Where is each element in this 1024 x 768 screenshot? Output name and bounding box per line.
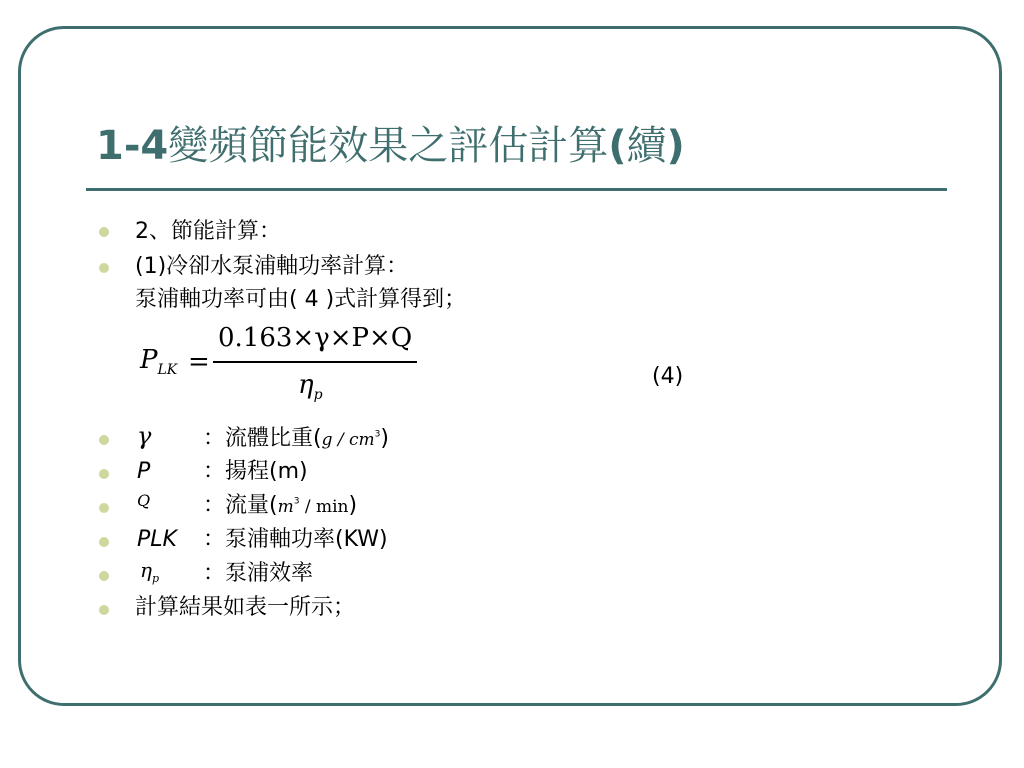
symbol-head: P	[137, 459, 151, 484]
bullet-dot	[99, 537, 109, 547]
definition-eta-p: ：泵浦效率	[203, 561, 314, 586]
title-number: 1-4	[96, 123, 169, 169]
title-underline	[86, 188, 947, 191]
bullet-dot	[99, 605, 109, 615]
title-paren-close: )	[666, 123, 685, 169]
equation-equals: =	[188, 347, 210, 377]
definition-head: ：揚程(m)	[203, 459, 308, 484]
bullet-dot	[99, 263, 109, 273]
symbol-eta-p: $\eta_p$	[140, 558, 160, 585]
bullet-dot	[99, 227, 109, 237]
fraction-bar	[213, 361, 417, 363]
symbol-plk: PLK	[137, 527, 177, 552]
slide-title	[96, 123, 685, 169]
equation-number: (4)	[652, 364, 684, 389]
bullet-dot	[99, 503, 109, 513]
bullet-pump-shaft-power: (1)冷卻水泵浦軸功率計算：	[135, 254, 409, 279]
definition-gamma: ：流體比重$(g / cm^3)$	[203, 426, 389, 451]
bullet-pump-shaft-power-desc: 泵浦軸功率可由( 4 )式計算得到；	[135, 287, 467, 312]
title-text: 變頻節能效果之評估計算	[168, 123, 609, 169]
bullet-dot	[99, 571, 109, 581]
definition-plk: ：泵浦軸功率(KW)	[203, 527, 388, 552]
bullet-dot	[99, 469, 109, 479]
equation-numerator: 0.163×γ×P×Q	[218, 323, 413, 353]
bullet-results: 計算結果如表一所示；	[135, 595, 356, 620]
equation-denominator: $\eta_p$	[298, 370, 323, 404]
title-paren-open: (	[608, 123, 627, 169]
equation-lhs: $P_{LK}$	[140, 345, 178, 379]
definition-flow: ：流量$(m^3 / \min)$	[203, 493, 358, 518]
bullet-dot	[99, 435, 109, 445]
symbol-gamma: γ	[137, 422, 152, 450]
symbol-flow: Q	[137, 491, 151, 510]
title-paren-text: 續	[626, 123, 667, 169]
bullet-energy-calc: 2、節能計算：	[135, 219, 281, 244]
